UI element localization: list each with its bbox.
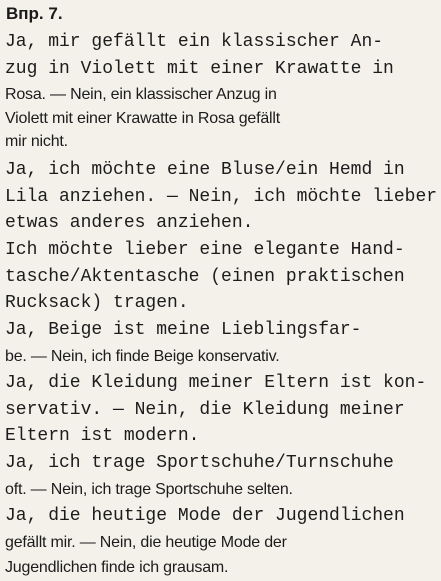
text-line-10: tasche/Aktentasche (einen praktischen xyxy=(5,267,405,287)
exercise-heading: Впр. 7. xyxy=(6,4,63,23)
text-line-20: gefällt mir. — Nein, die heutige Mode der xyxy=(5,534,287,551)
text-line-3: Rosa. — Nein, ein klassischer Anzug in xyxy=(5,86,277,103)
text-line-6: Ja, ich möchte eine Bluse/ein Hemd in xyxy=(5,160,405,180)
text-line-17: Ja, ich trage Sportschuhe/Turnschuhe xyxy=(5,453,394,473)
text-line-14: Ja, die Kleidung meiner Eltern ist kon- xyxy=(5,373,427,393)
text-line-19: Ja, die heutige Mode der Jugendlichen xyxy=(5,506,405,526)
text-line-21: Jugendlichen finde ich grausam. xyxy=(5,559,229,576)
text-line-18: oft. — Nein, ich trage Sportschuhe selten. xyxy=(5,481,293,498)
text-line-13: be. — Nein, ich finde Beige konservativ. xyxy=(5,348,280,365)
text-line-1: Ja, mir gefällt ein klassischer An- xyxy=(5,32,384,52)
text-line-11: Rucksack) tragen. xyxy=(5,293,189,313)
text-line-16: Eltern ist modern. xyxy=(5,426,200,446)
text-line-8: etwas anderes anziehen. xyxy=(5,213,254,233)
text-line-7: Lila anziehen. — Nein, ich möchte lieber xyxy=(5,187,438,207)
text-line-15: servativ. — Nein, die Kleidung meiner xyxy=(5,400,405,420)
text-line-12: Ja, Beige ist meine Lieblingsfar- xyxy=(5,320,362,340)
text-line-4: Violett mit einer Krawatte in Rosa gefällt xyxy=(5,110,280,127)
text-line-9: Ich möchte lieber eine elegante Hand- xyxy=(5,240,405,260)
text-line-2: zug in Violett mit einer Krawatte in xyxy=(5,59,394,79)
text-line-5: mir nicht. xyxy=(5,133,68,150)
